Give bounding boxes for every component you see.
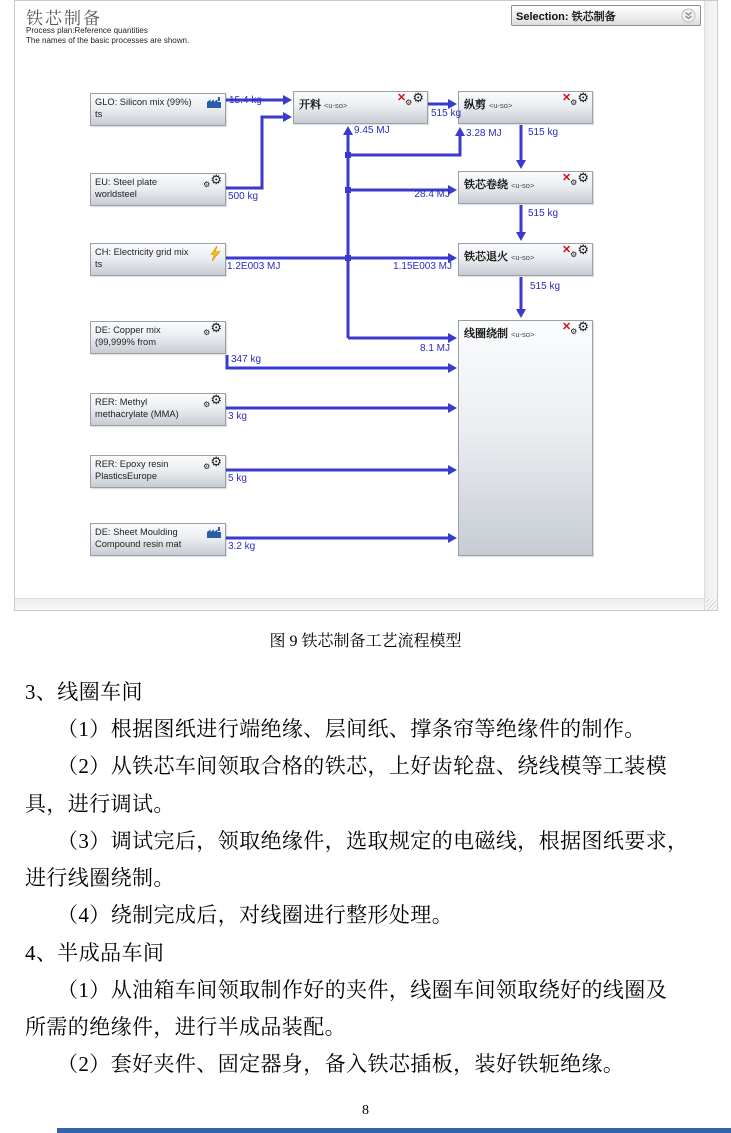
gear-icon[interactable]: ⚙ xyxy=(412,90,424,105)
delete-and-gear-icons[interactable] xyxy=(561,242,589,259)
factory-icon xyxy=(206,526,222,544)
factory-icon xyxy=(206,96,222,114)
source-node-label: DE: Sheet Moulding Compound resin mat xyxy=(95,527,182,549)
source-node-label: CH: Electricity grid mix ts xyxy=(95,247,189,269)
process-node-tuihuo[interactable]: 铁芯退火 <u-so> ✕ ⚙ ⚙ xyxy=(458,243,593,276)
source-node-label: RER: Methyl methacrylate (MMA) xyxy=(95,397,179,419)
delete-x-icon[interactable]: ✕ xyxy=(561,244,572,256)
body-line: 具，进行调试。 xyxy=(25,792,175,816)
diagram-title: 铁芯制备 xyxy=(26,9,102,28)
source-node-label: EU: Steel plate worldsteel xyxy=(95,177,158,199)
body-line: （1）从油箱车间领取制作好的夹件，线圈车间领取绕好的线圈及 xyxy=(57,978,668,1002)
flow-label-juanrao-in: 28.4 MJ xyxy=(414,189,450,200)
body-line: （2）从铁芯车间领取合格的铁芯，上好齿轮盘、绕线模等工装模 xyxy=(57,754,668,778)
chevron-double-down-icon[interactable] xyxy=(681,8,696,23)
source-node-label: RER: Epoxy resin PlasticsEurope xyxy=(95,459,169,481)
delete-x-icon[interactable]: ✕ xyxy=(561,92,572,104)
flow-label-steel: 500 kg xyxy=(228,191,259,202)
source-node-epoxy[interactable] xyxy=(90,455,226,488)
flow-label-copper: 347 kg xyxy=(231,354,262,365)
flow-label-kailiao-in: 9.45 MJ xyxy=(354,125,390,136)
body-line: （4）绕制完成后，对线圈进行整形处理。 xyxy=(57,903,454,927)
source-node-steel[interactable] xyxy=(90,173,226,206)
flow-label-epoxy: 5 kg xyxy=(228,473,247,484)
flow-label-silicon: 15.4 kg xyxy=(229,95,262,106)
small-gear-icon: ⚙ xyxy=(405,98,413,107)
gears-icon: ⚙ ⚙ xyxy=(203,172,222,189)
gears-icon: ⚙ ⚙ xyxy=(203,392,222,409)
delete-and-gear-icons[interactable] xyxy=(561,170,589,187)
flow-label-raozhi-in: 8.1 MJ xyxy=(419,343,450,354)
small-gear-icon: ⚙ xyxy=(570,178,578,187)
bottom-blue-bar xyxy=(57,1128,731,1133)
body-line: （2）套好夹件、固定器身，备入铁芯插板，装好铁轭绝缘。 xyxy=(57,1052,625,1076)
small-gear-icon: ⚙ xyxy=(570,250,578,259)
selection-dropdown[interactable] xyxy=(511,5,701,26)
flow-label-tuihuo-in: 1.15E003 MJ xyxy=(393,261,452,272)
flow-label-electricity: 1.2E003 MJ xyxy=(227,261,281,272)
source-node-copper[interactable] xyxy=(90,321,226,354)
delete-and-gear-icons[interactable] xyxy=(561,319,589,336)
figure-caption: 图 9 铁芯制备工艺流程模型 xyxy=(269,633,462,650)
gear-icon[interactable]: ⚙ xyxy=(577,170,589,185)
flow-label-zongjian-out: 515 kg xyxy=(528,127,559,138)
lightning-icon xyxy=(209,246,222,267)
process-node-juanrao[interactable]: 铁芯卷绕 <u-so> ✕ ⚙ ⚙ xyxy=(458,171,593,204)
body-line: （1）根据图纸进行端绝缘、层间纸、撑条帘等绝缘件的制作。 xyxy=(57,717,646,741)
flow-label-tuihuo-out: 515 kg xyxy=(530,281,561,292)
vertical-scrollbar[interactable] xyxy=(704,1,717,610)
horizontal-scrollbar[interactable] xyxy=(15,598,704,610)
body-line: 4、半成品车间 xyxy=(25,941,165,965)
flow-label-smc: 3.2 kg xyxy=(228,541,256,552)
delete-x-icon[interactable]: ✕ xyxy=(396,92,407,104)
delete-and-gear-icons[interactable] xyxy=(561,90,589,107)
gear-icon[interactable]: ⚙ xyxy=(577,319,589,334)
selection-label: Selection: 铁芯制备 xyxy=(516,10,616,23)
flow-label-zongjian-in: 3.28 MJ xyxy=(466,128,502,139)
source-node-label: GLO: Silicon mix (99%) ts xyxy=(95,97,192,119)
gear-icon[interactable]: ⚙ xyxy=(577,90,589,105)
delete-x-icon[interactable]: ✕ xyxy=(561,172,572,184)
process-node-zongjian[interactable]: 纵剪 <u-so> ✕ ⚙ ⚙ xyxy=(458,91,593,124)
source-node-silicon[interactable] xyxy=(90,93,226,126)
gears-icon: ⚙ ⚙ xyxy=(203,320,222,337)
body-line: 所需的绝缘件，进行半成品装配。 xyxy=(25,1015,346,1039)
resize-grip[interactable] xyxy=(706,599,716,609)
delete-and-gear-icons[interactable] xyxy=(396,90,424,107)
source-node-electricity[interactable] xyxy=(90,243,226,276)
small-gear-icon: ⚙ xyxy=(570,327,578,336)
body-line: （3）调试完后，领取绝缘件，选取规定的电磁线，根据图纸要求， xyxy=(57,829,689,853)
diagram-subtitle-2: The names of the basic processes are shown. xyxy=(26,36,190,45)
delete-x-icon[interactable]: ✕ xyxy=(561,321,572,333)
source-node-smc[interactable] xyxy=(90,523,226,556)
small-gear-icon: ⚙ xyxy=(570,98,578,107)
body-line: 3、线圈车间 xyxy=(25,680,143,704)
flow-label-juanrao-out: 515 kg xyxy=(528,208,559,219)
gear-icon[interactable]: ⚙ xyxy=(577,242,589,257)
source-node-mma[interactable] xyxy=(90,393,226,426)
flow-label-mma: 3 kg xyxy=(228,411,247,422)
process-node-kailiao[interactable]: 开料 <u-so> ✕ ⚙ ⚙ xyxy=(293,91,428,124)
body-line: 进行线圈绕制。 xyxy=(25,866,175,890)
source-node-label: DE: Copper mix (99,999% from xyxy=(95,325,161,347)
process-node-raozhi[interactable]: 线圈绕制 <u-so> ✕ ⚙ ⚙ xyxy=(458,320,593,556)
page-number: 8 xyxy=(362,1103,369,1118)
flow-label-kailiao-out: 515 kg xyxy=(431,108,462,119)
diagram-subtitle-1: Process plan:Reference quantities xyxy=(26,26,148,35)
gears-icon: ⚙ ⚙ xyxy=(203,454,222,471)
